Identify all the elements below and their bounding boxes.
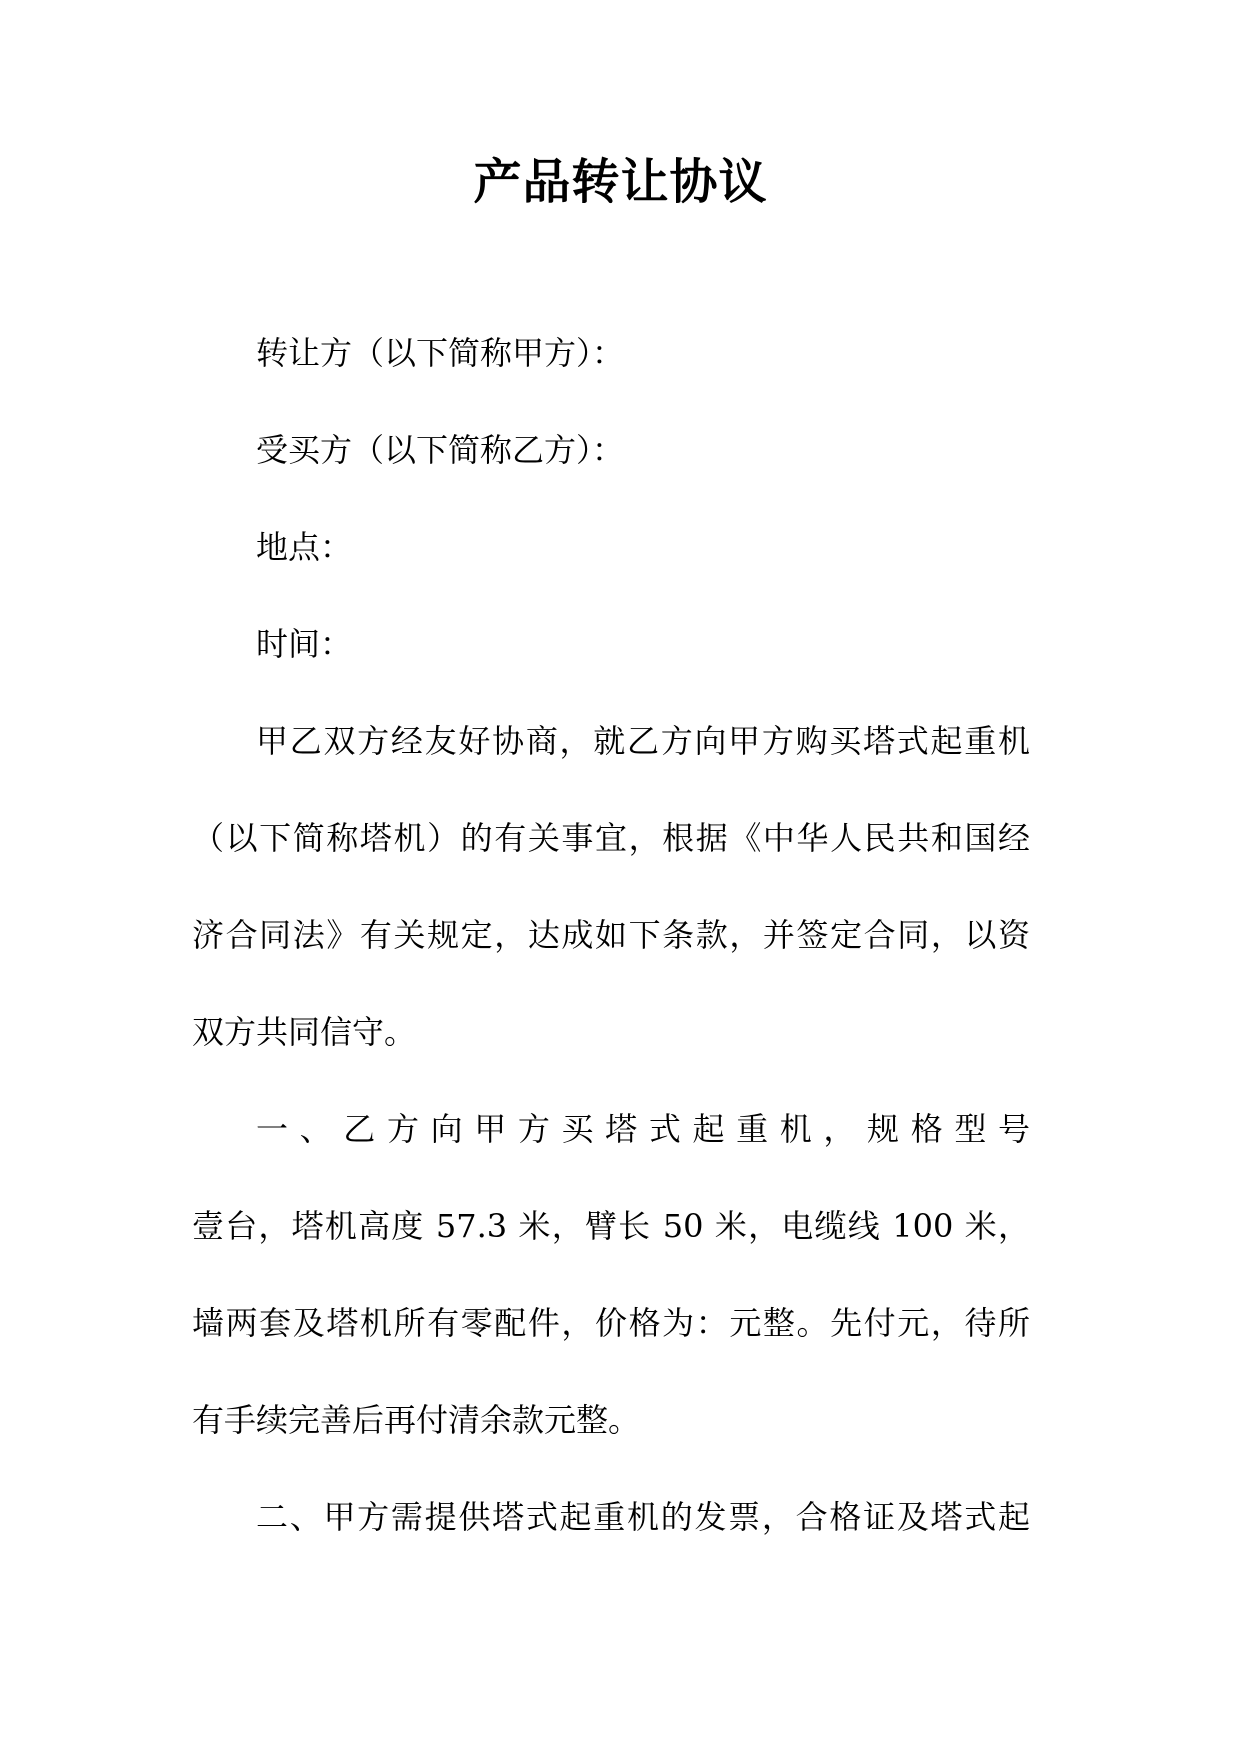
- document-body: [192, 305, 1030, 1566]
- clause-1-paragraph: [192, 1081, 1030, 1469]
- paragraph-line: 双方共同信守。: [192, 1013, 417, 1051]
- paragraph-line: 甲乙双方经友好协商，就乙方向甲方购买塔式起重机: [256, 722, 1030, 760]
- document-title: 产品转让协议: [473, 154, 768, 210]
- paragraph-line: （以下简称塔机）的有关事宜，根据《中华人民共和国经: [192, 819, 1030, 857]
- intro-paragraph: [192, 693, 1030, 1081]
- transferee-field: 受买方（以下简称乙方）：: [256, 431, 625, 469]
- paragraph-line: 墙两套及塔机所有零配件，价格为：元整。先付元，待所: [192, 1304, 1030, 1342]
- paragraph-line: 济合同法》有关规定，达成如下条款，并签定合同，以资: [192, 916, 1030, 954]
- paragraph-line: 壹台，塔机高度 57.3 米，臂长 50 米，电缆线 100 米，: [192, 1207, 1030, 1245]
- clause-2-paragraph: [192, 1469, 1030, 1566]
- location-field: 地点：: [256, 528, 353, 566]
- transferor-field: 转让方（以下简称甲方）：: [256, 334, 625, 372]
- time-field: 时间：: [256, 625, 353, 663]
- paragraph-line: 一、乙方向甲方买塔式起重机，规格型号: [256, 1110, 1030, 1148]
- paragraph-line: 有手续完善后再付清余款元整。: [192, 1401, 641, 1439]
- paragraph-line: 二、甲方需提供塔式起重机的发票，合格证及塔式起: [256, 1498, 1030, 1536]
